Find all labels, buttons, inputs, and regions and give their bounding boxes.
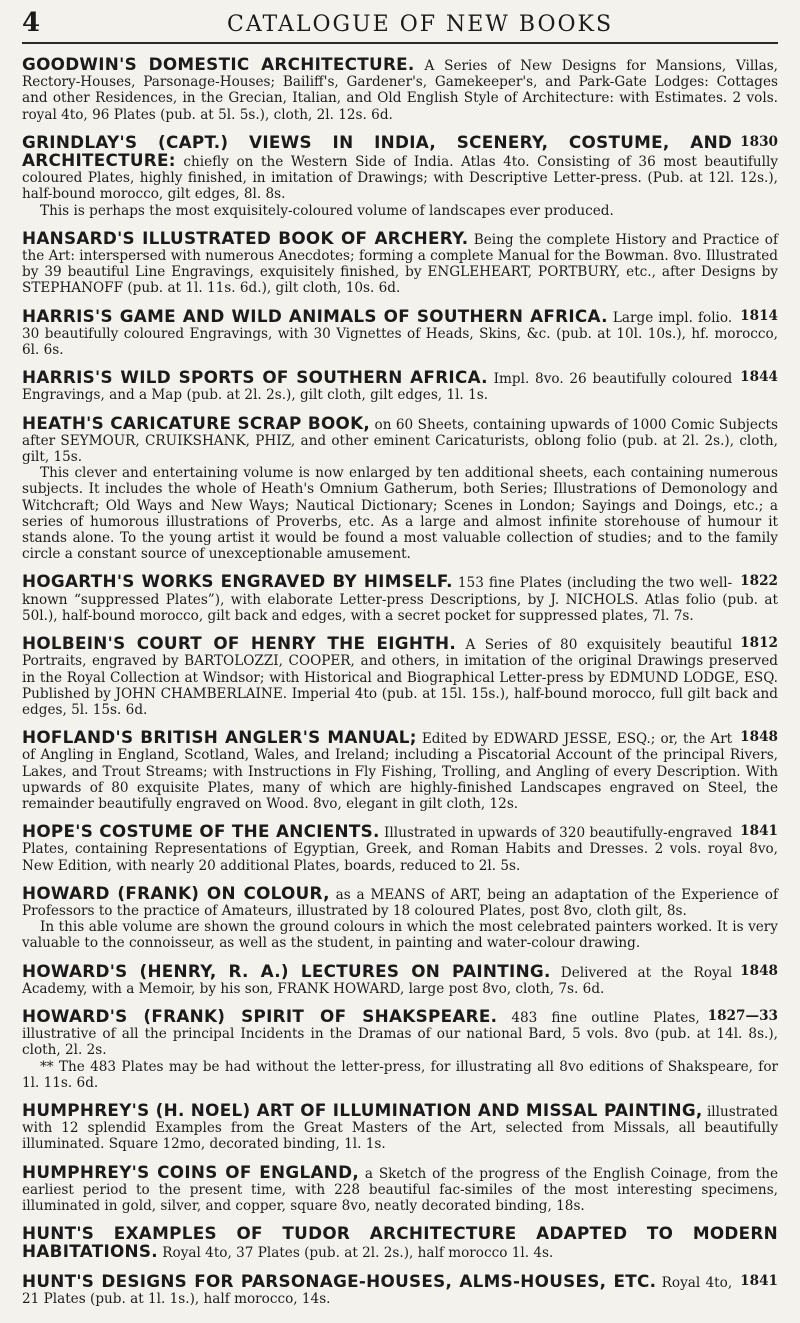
entry-description: on 60 Sheets, containing upwards of 1000 Comic Subjects after SEYMOUR, CRUIKSHANK, PHIZ, and other eminent Caricaturists, oblong folio (pub. at 2l. 2s.), cloth, gilt, 15s. [22,416,778,466]
header-rule [22,42,778,44]
catalogue-entry [22,1225,778,1261]
entry-title: HOPE'S COSTUME OF THE ANCIENTS. [22,821,380,842]
entry-description: Being the complete History and Practice of the Art: interspersed with numerous Anecdotes; forming a complete Manual for the Bowman. 8vo. Illustrated by 39 beautiful Line Engravings, exquisitely finished, by ENGLEHEART, PORTBURY, etc., after Designs by STEPHANOFF (pub. at 1l. 11s. 6d.), gilt cloth, 10s. 6d. [22,231,778,297]
entry-title: HOWARD (FRANK) ON COLOUR, [22,882,330,903]
catalogue-entry [22,412,778,563]
catalogue-entry [22,56,778,123]
entry-description: Royal 4to, 21 Plates (pub. at 1l. 1s.), half morocco, 14s. [22,1274,733,1307]
entry-title: HOLBEIN'S COURT OF HENRY THE EIGHTH. [22,633,456,654]
catalogue-entry [22,823,778,874]
entry-date: 1814 [740,307,778,324]
entry-description: as a MEANS of ART, being an adaptation of the Experience of Professors to the practice of Amateurs, illustrated by 18 coloured Plates, post 8vo, cloth gilt, 8s. [22,886,778,919]
catalogue-entry [22,227,778,297]
catalogue-entry [22,1099,778,1153]
catalogue-entry [22,131,778,219]
entry-title: HANSARD'S ILLUSTRATED BOOK OF ARCHERY. [22,227,469,248]
catalogue-entry [22,882,778,952]
running-title: CATALOGUE OF NEW BOOKS [227,12,614,37]
catalogue-entry [22,635,778,718]
entry-title: HOFLAND'S BRITISH ANGLER'S MANUAL; [22,727,417,748]
entry-title: HEATH'S CARICATURE SCRAP BOOK, [22,412,371,433]
entry-date: 1848 [740,962,778,979]
catalogue-entry [22,1161,778,1215]
entry-date: 1848 [740,729,778,746]
entry-description: Royal 4to, 37 Plates (pub. at 2l. 2s.), half morocco 1l. 4s. [162,1245,554,1262]
entry-note: In this able volume are shown the ground colours in which the most celebrated painters worked. It is very valuable to the connoisseur, as well as the student, in painting and water-colour drawing. [22,919,778,952]
entry-note: This clever and entertaining volume is now enlarged by ten additional sheets, each containing numerous subjects. It includes the whole of Heath's Omnium Gatherum, both Series; Illustrations of Demonology and Witchcraft; Old Ways and New Ways; Nautical Dictionary; Scenes in London; Sayings and Doings, etc.; a series of humorous illustrations of Proverbs, etc. As a large and almost infinite storehouse of humour it stands alone. To the young artist it would be found a most valuable collection of studies; and to the family circle a constant source of unexceptionable amusement. [22,465,778,563]
entry-description: 153 fine Plates (including the two well-known “suppressed Plates”), with elaborate Letter-press Descriptions, by J. NICHOLS. Atlas folio (pub. at 50l.), half-bound morocco, gilt back and edges, with a secret pocket for suppressed plates, 7l. 7s. [22,575,778,624]
catalogue-entry [22,729,778,812]
entry-note: *⁢* The 483 Plates may be had without the letter-press, for illustrating all 8vo editions of Shakspeare, for 1l. 11s. 6d. [22,1058,778,1091]
entry-title: HARRIS'S WILD SPORTS OF SOUTHERN AFRICA. [22,367,488,388]
entry-title: HUMPHREY'S COINS OF ENGLAND, [22,1161,359,1182]
catalogue-entry [22,1270,778,1307]
entry-title: GOODWIN'S DOMESTIC ARCHITECTURE. [22,54,415,74]
entry-title: HOWARD'S (FRANK) SPIRIT OF SHAKSPEARE. [22,1005,498,1026]
entry-title: HARRIS'S GAME AND WILD ANIMALS OF SOUTHERN AFRICA. [22,305,608,326]
entry-date: 1841 [740,1272,778,1289]
entry-title: HUNT'S EXAMPLES OF TUDOR ARCHITECTURE ADAPTED TO MODERN HABITATIONS. [22,1223,778,1262]
entry-date: 1822 [740,573,778,590]
entry-date: 1827—33 [707,1007,778,1024]
entry-date: 1841 [740,823,778,840]
entry-date: 1844 [740,369,778,386]
entry-description: Impl. 8vo. 26 beautifully coloured Engravings, and a Map (pub. at 2l. 2s.), gilt cloth, gilt edges, 1l. 1s. [22,371,733,404]
entry-description: chiefly on the Western Side of India. Atlas 4to. Consisting of 36 most beautifully coloured Plates, highly finished, in imitation of Drawings; with Descriptive Letter-press. (Pub. at 12l. 12s.), half-bound morocco, gilt edges, 8l. 8s. [22,154,778,203]
entry-title: HOWARD'S (HENRY, R. A.) LECTURES ON PAINTING. [22,960,551,981]
entry-title: GRINDLAY'S (CAPT.) VIEWS IN INDIA, SCENERY, COSTUME, AND ARCHITECTURE: [22,131,733,171]
catalogue-entry [22,1005,778,1091]
entry-description: Large impl. folio. 30 beautifully coloured Engravings, with 30 Vignettes of Heads, Skins, &c. (pub. at 10l. 10s.), hf. morocco, 6l. 6s. [22,309,778,359]
entry-description: a Sketch of the progress of the English Coinage, from the earliest period to the present time, with 228 beautiful fac-similes of the most interesting specimens, illuminated in gold, silver, and copper, square 8vo, neatly decorated binding, 18s. [22,1165,778,1214]
catalogue-entry [22,369,778,403]
entry-description: 483 fine outline Plates, illustrative of all the principal Incidents in the Dramas of our national Bard, 5 vols. 8vo (pub. at 14l. 8s.), cloth, 2l. 2s. [22,1009,778,1059]
entries-list [22,56,778,1307]
entry-description: illustrated with 12 splendid Examples from the Great Masters of the Art, selected from Missals, all beautifully illuminated. Square 12mo, decorated binding, 1l. 1s. [22,1103,778,1153]
entry-description: Delivered at the Royal Academy, with a Memoir, by his son, FRANK HOWARD, large post 8vo, cloth, 7s. 6d. [22,964,733,997]
catalogue-entry [22,573,778,624]
entry-description: Illustrated in upwards of 320 beautifully-engraved Plates, containing Representations of Egyptian, Greek, and Roman Habits and Dresses. 2 vols. royal 8vo, New Edition, with nearly 20 additional Plates, boards, reduced to 2l. 5s. [22,825,778,874]
running-head [22,8,778,38]
entry-title: HUNT'S DESIGNS FOR PARSONAGE-HOUSES, ALMS-HOUSES, ETC. [22,1270,657,1291]
entry-note: This is perhaps the most exquisitely-coloured volume of landscapes ever produced. [40,202,614,219]
page-number: 4 [22,8,41,38]
entry-description: A Series of 80 exquisitely beautiful Portraits, engraved by BARTOLOZZI, COOPER, and others, in imitation of the original Drawings preserved in the Royal Collection at Windsor; with Historical and Biographical Letter-press by EDMUND LODGE, ESQ. Published by JOHN CHAMBERLAINE. Imperial 4to (pub. at 15l. 15s.), half-bound morocco, full gilt back and edges, 5l. 15s. 6d. [22,637,778,718]
catalogue-entry [22,305,778,359]
catalogue-entry [22,960,778,997]
entry-date: 1812 [740,635,778,652]
entry-title: HUMPHREY'S (H. NOEL) ART OF ILLUMINATION AND MISSAL PAINTING, [22,1099,703,1120]
entry-description: Edited by EDWARD JESSE, ESQ.; or, the Art of Angling in England, Scotland, Wales, and Ireland; including a Piscatorial Account of the principal Rivers, Lakes, and Trout Streams; with Instructions in Fly Fishing, Trolling, and Angling of every Description. With upwards of 80 exquisite Plates, many of which are highly-finished Landscapes engraved on Steel, the remainder beautifully engraved on Wood. 8vo, elegant in gilt cloth, 12s. [22,731,778,812]
entry-date: 1830 [740,133,778,150]
entry-title: HOGARTH'S WORKS ENGRAVED BY HIMSELF. [22,571,453,592]
entry-description: A Series of New Designs for Mansions, Villas, Rectory-Houses, Parsonage-Houses; Bailiff's, Gardener's, Gamekeeper's, and Park-Gate Lodges: Cottages and other Residences, in the Grecian, Italian, and Old English Style of Architecture: with Estimates. 2 vols. royal 4to, 96 Plates (pub. at 5l. 5s.), cloth, 2l. 12s. 6d. [22,58,779,123]
